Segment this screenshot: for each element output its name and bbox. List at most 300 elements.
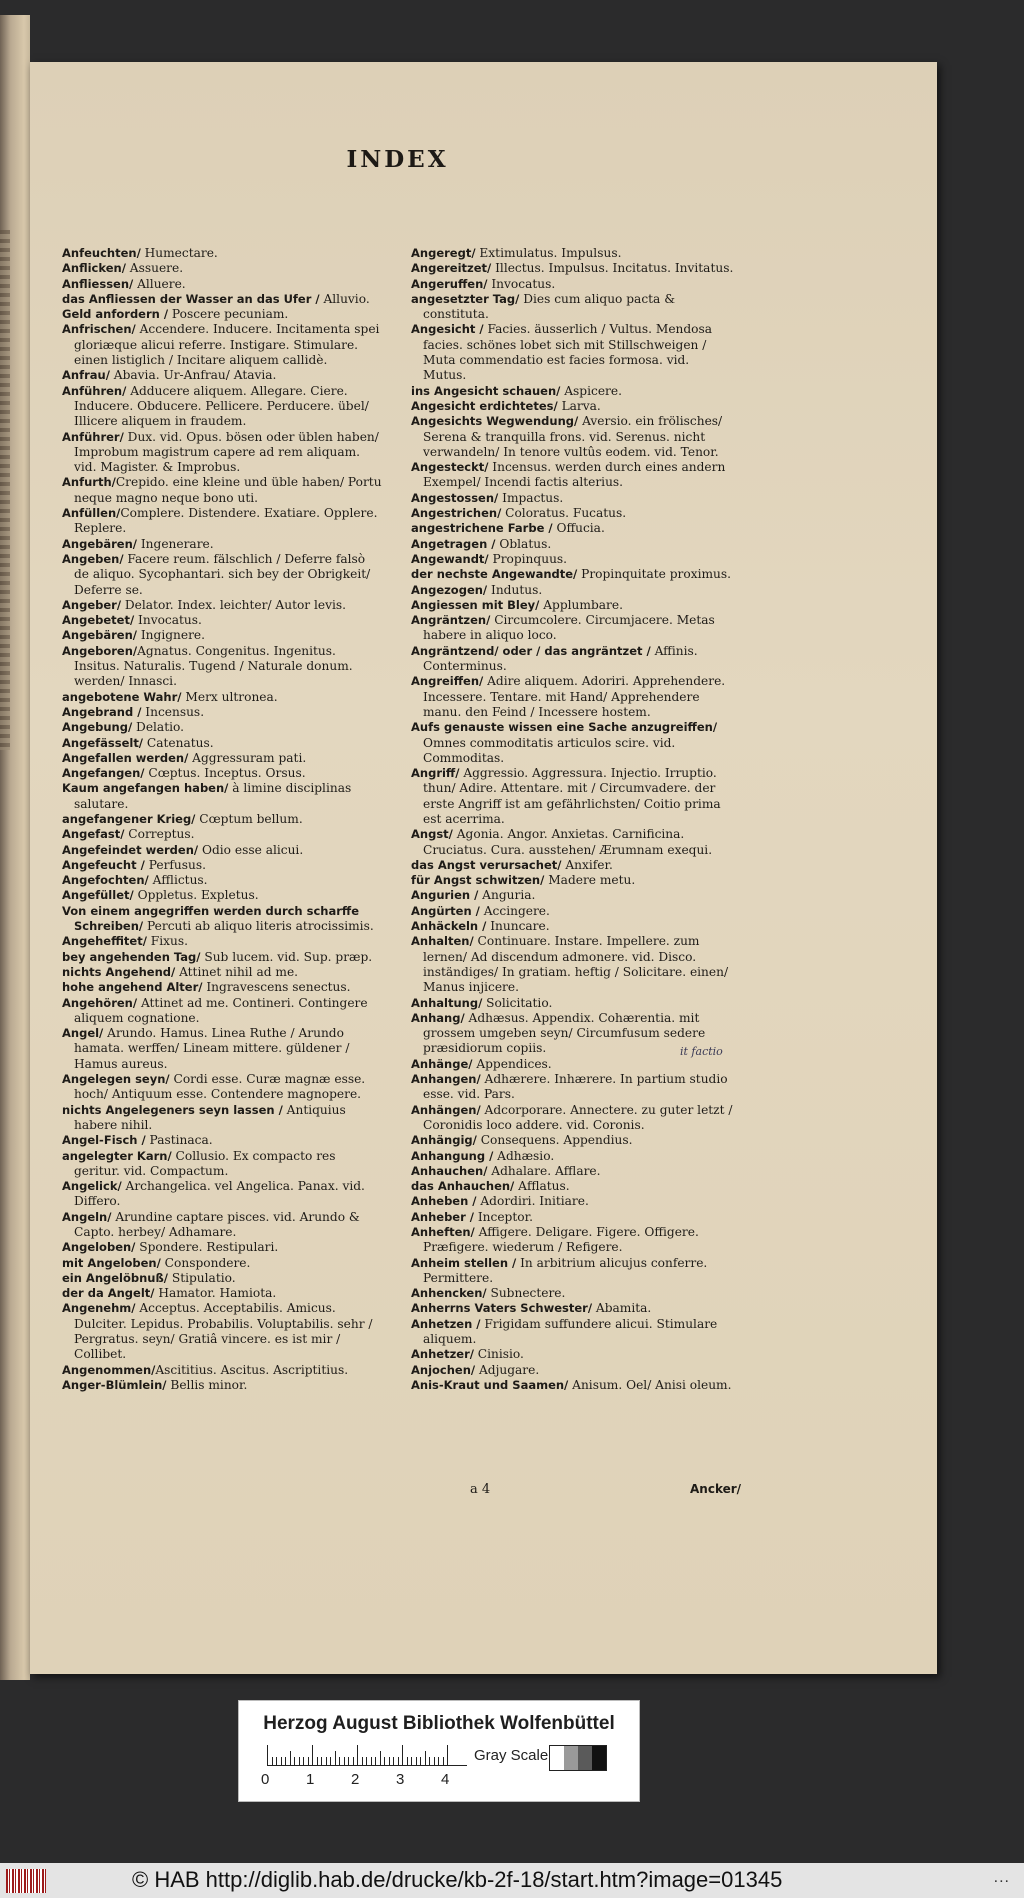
- entry-headword: Anhaltung/: [411, 995, 483, 1010]
- entry-headword: Angewandt/: [411, 551, 489, 566]
- index-entry: [62, 292, 382, 307]
- ruler-tick: [312, 1745, 313, 1765]
- index-entry: [62, 751, 382, 766]
- index-entry: [411, 1347, 734, 1362]
- entry-definition: Humectare.: [140, 246, 218, 260]
- entry-headword: Von einem angegriffen werden durch scharffe Schreiben/: [62, 903, 360, 934]
- entry-headword: Angiessen mit Bley/: [411, 597, 540, 612]
- index-entry: [62, 368, 382, 383]
- entry-headword: Anhalten/: [411, 934, 474, 949]
- index-entry: [411, 1149, 734, 1164]
- ruler-tick: [438, 1757, 439, 1765]
- entry-headword: Angenehm/: [62, 1301, 136, 1316]
- entry-definition: Percuti ab aliquo literis atrocissimis.: [143, 919, 374, 934]
- entry-headword: Anhauchen/: [411, 1163, 488, 1178]
- entry-definition: Applumbare.: [539, 597, 623, 612]
- entry-definition: Cinisio.: [473, 1347, 524, 1362]
- index-entry: [411, 1210, 734, 1225]
- index-entry: [411, 720, 734, 766]
- entry-definition: Impactus.: [498, 490, 564, 505]
- ruler-tick: [407, 1757, 408, 1765]
- ruler-tick: [393, 1757, 394, 1765]
- ruler-tick: [380, 1751, 381, 1765]
- entry-definition: Ascititius. Ascitus. Ascriptitius.: [155, 1362, 349, 1377]
- ruler-tick: [357, 1745, 358, 1765]
- index-entry: [62, 1256, 382, 1271]
- index-entry: [62, 904, 382, 935]
- entry-definition: Invocatus.: [487, 276, 556, 291]
- index-entry: [411, 537, 734, 552]
- page-edges: [0, 230, 10, 750]
- entry-definition: Adhæsio.: [493, 1148, 555, 1163]
- index-entry: [62, 1133, 382, 1148]
- index-entry: [411, 1286, 734, 1301]
- entry-definition: Cœptum bellum.: [195, 811, 303, 826]
- index-entry: [62, 1210, 382, 1241]
- index-entry: [62, 322, 382, 368]
- entry-definition: Adhærere. Inhærere. In partium studio esse. vid. Pars.: [423, 1072, 728, 1102]
- ruler-number: 1: [306, 1771, 315, 1788]
- entry-definition: Madere metu.: [544, 873, 636, 888]
- entry-definition: Spondere. Restipulari.: [135, 1240, 279, 1255]
- entry-definition: Ingravescens senectus.: [202, 980, 351, 995]
- index-entry: [411, 1301, 734, 1316]
- ruler-tick: [429, 1757, 430, 1765]
- entry-headword: Anfüllen/: [62, 506, 121, 521]
- ruler-tick: [411, 1757, 412, 1765]
- entry-headword: Angebrand /: [62, 704, 142, 719]
- index-entry: [411, 583, 734, 598]
- entry-headword: hohe angehend Alter/: [62, 980, 203, 995]
- entry-definition: Archangelica. vel Angelica. Panax. vid. Differo.: [74, 1179, 365, 1209]
- handwritten-note: it factio: [680, 1045, 723, 1058]
- entry-definition: Agnatus. Congenitus. Ingenitus. Insitus. Naturalis. Tugend / Naturale donum. werden/ Innasci.: [74, 643, 353, 689]
- index-entry: [62, 1378, 382, 1393]
- entry-headword: ein Angelöbnuß/: [62, 1270, 168, 1285]
- entry-definition: Extimulatus. Impulsus.: [475, 246, 622, 260]
- entry-definition: Aggressio. Aggressura. Injectio. Irruptio. thun/ Adire. Attentare. mit / Circumvadere. der erste Angriff ist am gefährlichsten/ Coitio prima est acerrima.: [423, 766, 721, 826]
- index-entry: [62, 1103, 382, 1134]
- entry-headword: Angeboren/: [62, 643, 138, 658]
- entry-definition: Incensus.: [141, 704, 205, 719]
- entry-definition: Accingere.: [479, 903, 550, 918]
- entry-definition: Adcorporare. Annectere. zu guter letzt / Coronidis loco addere. vid. Coronis.: [423, 1102, 733, 1132]
- entry-headword: Angereitzet/: [411, 261, 492, 276]
- entry-definition: à limine disciplinas salutare.: [74, 781, 352, 811]
- index-entry: [62, 1286, 382, 1301]
- entry-headword: Angestossen/: [411, 490, 499, 505]
- index-entry: [411, 1225, 734, 1256]
- ruler-tick: [321, 1757, 322, 1765]
- index-entry: [62, 1072, 382, 1103]
- ruler-tick: [339, 1757, 340, 1765]
- index-entry: [62, 613, 382, 628]
- ruler-tick: [281, 1757, 282, 1765]
- entry-definition: Sub lucem. vid. Sup. præp.: [200, 949, 373, 964]
- index-entry: [62, 934, 382, 949]
- ruler-tick: [299, 1757, 300, 1765]
- entry-headword: Anhencken/: [411, 1286, 487, 1301]
- ruler-tick: [285, 1757, 286, 1765]
- ruler-tick: [366, 1757, 367, 1765]
- entry-headword: Angetragen /: [411, 536, 496, 551]
- entry-definition: Hamator. Hamiota.: [154, 1286, 277, 1301]
- entry-headword: Geld anfordern /: [62, 307, 169, 322]
- index-entry: [411, 919, 734, 934]
- entry-definition: Abamita.: [592, 1301, 652, 1316]
- entry-headword: Angebären/: [62, 536, 137, 551]
- footer-url-text[interactable]: © HAB http://diglib.hab.de/drucke/kb-2f-18/start.htm?image=01345: [132, 1867, 783, 1892]
- index-entry: [62, 644, 382, 690]
- entry-headword: Angelick/: [62, 1179, 122, 1194]
- index-entry: [411, 1057, 734, 1072]
- entry-definition: Cordi esse. Curæ magnæ esse. hoch/ Antiquum esse. Contendere magnopere.: [74, 1072, 366, 1102]
- index-entry: [62, 996, 382, 1027]
- entry-headword: Anjochen/: [411, 1362, 476, 1377]
- ruler-tick: [402, 1745, 403, 1765]
- index-entry: [411, 827, 734, 858]
- entry-definition: Anxifer.: [561, 857, 613, 872]
- ruler-tick: [353, 1757, 354, 1765]
- index-entry: [411, 261, 734, 276]
- entry-definition: Arundine captare pisces. vid. Arundo & Capto. herbey/ Adhamare.: [74, 1209, 360, 1239]
- index-entry: [62, 307, 382, 322]
- index-entry: [62, 1179, 382, 1210]
- index-entry: [62, 552, 382, 598]
- hab-logo-icon: [6, 1869, 46, 1893]
- entry-definition: Illectus. Impulsus. Incitatus. Invitatus.: [491, 261, 734, 276]
- index-entry: [411, 246, 734, 261]
- entry-headword: Anfeuchten/: [62, 246, 141, 260]
- ruler-tick: [420, 1757, 421, 1765]
- index-entry: [62, 1026, 382, 1072]
- entry-definition: Conspondere.: [160, 1255, 251, 1270]
- entry-headword: Anheften/: [411, 1225, 475, 1239]
- entry-definition: Attinet ad me. Contineri. Contingere aliquem cognatione.: [74, 995, 368, 1025]
- index-entry: [411, 384, 734, 399]
- ruler-tick: [434, 1757, 435, 1765]
- entry-headword: Kaum angefangen haben/: [62, 781, 229, 796]
- entry-definition: Assuere.: [125, 261, 184, 276]
- entry-headword: angebotene Wahr/: [62, 689, 182, 704]
- index-entry: [411, 904, 734, 919]
- entry-headword: Anger-Blümlein/: [62, 1377, 167, 1392]
- ruler-number: 2: [351, 1771, 360, 1788]
- ruler-tick: [443, 1757, 444, 1765]
- entry-definition: Larva.: [557, 398, 601, 413]
- entry-headword: Anhangung /: [411, 1148, 494, 1163]
- index-entry: [62, 843, 382, 858]
- index-entry: [411, 674, 734, 720]
- entry-headword: Angürten /: [411, 903, 480, 918]
- ruler-tick: [317, 1757, 318, 1765]
- entry-headword: angestrichene Farbe /: [411, 521, 553, 536]
- entry-headword: angesetzter Tag/: [411, 291, 520, 306]
- gray-scale-swatches: [549, 1745, 607, 1771]
- index-entry: [411, 1363, 734, 1378]
- index-entry: [62, 827, 382, 842]
- entry-headword: Angenommen/: [62, 1362, 156, 1377]
- index-entry: [62, 690, 382, 705]
- entry-headword: Angreiffen/: [411, 674, 484, 689]
- catchword: Ancker/: [690, 1482, 742, 1496]
- entry-definition: Correptus.: [124, 827, 195, 842]
- entry-headword: Angeloben/: [62, 1240, 136, 1255]
- entry-headword: Angefast/: [62, 827, 125, 842]
- index-entry: [62, 720, 382, 735]
- entry-headword: der da Angelt/: [62, 1286, 155, 1301]
- ruler-tick: [267, 1745, 268, 1765]
- ruler-number: 3: [396, 1771, 405, 1788]
- ruler-tick: [375, 1757, 376, 1765]
- entry-headword: Angebung/: [62, 720, 133, 735]
- entry-definition: Inuncare.: [486, 919, 550, 934]
- entry-headword: bey angehenden Tag/: [62, 949, 201, 964]
- entry-headword: Angehören/: [62, 995, 138, 1010]
- entry-definition: Anguria.: [478, 888, 536, 903]
- entry-definition: Affigere. Deligare. Figere. Offigere. Præfigere. wiederum / Refigere.: [423, 1225, 699, 1255]
- index-column-left: [62, 246, 382, 1393]
- entry-definition: Aversio. ein frölisches/ Serena & tranquilla frons. vid. Serenus. nicht verwandeln/ In tenore vultûs eodem. vid. Tenor.: [423, 414, 723, 459]
- index-column-right: [411, 246, 734, 1393]
- index-entry: [411, 934, 734, 995]
- ruler-tick: [389, 1757, 390, 1765]
- index-entry: [62, 384, 382, 430]
- gray-swatch: [550, 1746, 564, 1770]
- entry-headword: Angesichts Wegwendung/: [411, 414, 579, 429]
- entry-definition: Antiquius habere nihil.: [74, 1102, 346, 1132]
- ruler-number: 4: [441, 1771, 450, 1788]
- entry-headword: Anheben /: [411, 1194, 477, 1209]
- entry-headword: Anhang/: [411, 1010, 465, 1025]
- entry-headword: mit Angeloben/: [62, 1255, 161, 1270]
- entry-definition: Adjugare.: [475, 1362, 540, 1377]
- entry-definition: Oblatus.: [495, 536, 552, 551]
- scale-ruler: [267, 1743, 467, 1766]
- entry-headword: Anfrau/: [62, 368, 110, 383]
- entry-definition: Bellis minor.: [166, 1377, 248, 1392]
- ruler-tick: [447, 1745, 448, 1765]
- entry-definition: Adducere aliquem. Allegare. Ciere. Inducere. Obducere. Pellicere. Perducere. übel/ Illicere aliquem in fraudem.: [74, 383, 369, 429]
- entry-definition: Appendices.: [472, 1056, 552, 1071]
- index-entry: [62, 1240, 382, 1255]
- entry-headword: Angestrichen/: [411, 506, 502, 521]
- entry-definition: Facies. äusserlich / Vultus. Mendosa facies. schönes lobet sich mit Stillschweigen / Muta commendatio est facies formosa. vid. Mutus.: [423, 322, 713, 383]
- index-entry: [411, 1133, 734, 1148]
- index-entry: [62, 506, 382, 537]
- library-name: Herzog August Bibliothek Wolfenbüttel: [263, 1713, 615, 1734]
- entry-headword: Angesicht erdichtetes/: [411, 398, 558, 413]
- entry-headword: Anhängig/: [411, 1133, 477, 1148]
- entry-definition: Crepido. eine kleine und üble haben/ Portu neque magno neque bono uti.: [74, 475, 382, 505]
- entry-definition: Afflictus.: [148, 873, 208, 888]
- index-entry: [62, 1363, 382, 1378]
- ruler-tick: [416, 1757, 417, 1765]
- index-entry: [411, 1194, 734, 1209]
- entry-headword: angelegter Karn/: [62, 1148, 172, 1163]
- entry-definition: Acceptus. Acceptabilis. Amicus. Dulciter. Lepidus. Probabilis. Voluptabilis. sehr / Pergratus. seyn/ Gratiâ vincere. es ist mir / Collibet.: [74, 1301, 373, 1362]
- entry-definition: Consequens. Appendius.: [476, 1133, 633, 1148]
- entry-definition: Solicitatio.: [482, 995, 553, 1010]
- entry-definition: Merx ultronea.: [181, 689, 278, 704]
- entry-headword: das Anhauchen/: [411, 1179, 515, 1194]
- index-entry: [62, 628, 382, 643]
- entry-headword: Anhäckeln /: [411, 919, 487, 934]
- index-entry: [411, 567, 734, 582]
- ruler-tick: [425, 1751, 426, 1765]
- entry-definition: Poscere pecuniam.: [168, 307, 289, 322]
- entry-headword: Anhetzer/: [411, 1347, 474, 1362]
- index-entry: [62, 261, 382, 276]
- index-entry: [62, 277, 382, 292]
- index-entry: [62, 873, 382, 888]
- index-entry: [411, 1317, 734, 1348]
- entry-definition: Delatio.: [132, 720, 184, 735]
- entry-headword: Anfrischen/: [62, 322, 136, 337]
- entry-definition: In arbitrium alicujus conferre. Permittere.: [423, 1255, 708, 1285]
- entry-definition: Stipulatio.: [167, 1270, 236, 1285]
- entry-definition: Affinis. Conterminus.: [423, 643, 698, 674]
- entry-headword: Anheber /: [411, 1209, 474, 1224]
- ruler-tick: [344, 1757, 345, 1765]
- entry-definition: Adhæsus. Appendix. Cohærentia. mit grossem umgeben seyn/ Circumfusum sedere præsidiorum copiis.: [423, 1010, 706, 1056]
- entry-headword: Angel/: [62, 1026, 104, 1041]
- viewer-footer: [0, 1863, 1024, 1898]
- entry-definition: Delator. Index. leichter/ Autor levis.: [121, 597, 347, 612]
- entry-headword: Anhängen/: [411, 1102, 481, 1117]
- entry-headword: ins Angesicht schauen/: [411, 383, 561, 398]
- entry-headword: Anführen/: [62, 383, 127, 398]
- entry-headword: Anis-Kraut und Saamen/: [411, 1377, 569, 1392]
- entry-headword: Angeheffitet/: [62, 934, 147, 949]
- gray-scale-label: Gray Scale: [474, 1747, 549, 1764]
- entry-definition: Ingignere.: [136, 628, 205, 643]
- entry-headword: Anflicken/: [62, 261, 126, 276]
- entry-definition: Frigidam suffundere alicui. Stimulare aliquem.: [423, 1316, 718, 1347]
- entry-headword: Anhetzen /: [411, 1316, 481, 1331]
- entry-headword: Angeben/: [62, 551, 124, 566]
- index-entry: [411, 414, 734, 460]
- gray-swatch: [578, 1746, 592, 1770]
- entry-definition: Offucia.: [552, 521, 605, 536]
- ruler-numbers: [261, 1771, 461, 1791]
- index-entry: [411, 613, 734, 644]
- ruler-tick: [290, 1751, 291, 1765]
- entry-definition: Aggressuram pati.: [188, 750, 307, 765]
- index-entry: [62, 705, 382, 720]
- index-entry: [411, 1179, 734, 1194]
- entry-headword: Angesicht /: [411, 322, 484, 337]
- index-entry: [62, 965, 382, 980]
- entry-definition: Continuare. Instare. Impellere. zum lernen/ Ad discendum admonere. vid. Disco. inständiges/ In gratiam. heftig / Solicitare. einen/ Manus injicere.: [423, 934, 729, 995]
- entry-headword: das Angst verursachet/: [411, 857, 562, 872]
- index-entry: [62, 430, 382, 476]
- entry-headword: Anhänge/: [411, 1056, 473, 1071]
- entry-headword: Angezogen/: [411, 582, 488, 597]
- entry-definition: Adhalare. Afflare.: [487, 1163, 601, 1178]
- index-entry: [411, 552, 734, 567]
- index-entry: [62, 537, 382, 552]
- index-entry: [62, 858, 382, 873]
- entry-headword: Angeruffen/: [411, 276, 488, 291]
- index-entry: [62, 475, 382, 506]
- page-title: INDEX: [346, 146, 449, 173]
- index-entry: [62, 950, 382, 965]
- ruler-tick: [335, 1751, 336, 1765]
- entry-headword: Angefeindet werden/: [62, 842, 199, 857]
- index-entry: [411, 1378, 734, 1393]
- entry-definition: Omnes commoditatis articulos scire. vid. Commoditas.: [423, 735, 676, 765]
- signature-mark: a 4: [470, 1482, 491, 1497]
- index-entry: [62, 1149, 382, 1180]
- entry-headword: Angefeucht /: [62, 857, 145, 872]
- index-entry: [411, 598, 734, 613]
- ruler-tick: [371, 1757, 372, 1765]
- entry-headword: Angurien /: [411, 888, 479, 903]
- ruler-tick: [276, 1757, 277, 1765]
- index-entry: [411, 873, 734, 888]
- entry-definition: Attinet nihil ad me.: [175, 964, 299, 979]
- ruler-number: 0: [261, 1771, 270, 1788]
- entry-headword: Angebetet/: [62, 613, 135, 628]
- ruler-tick: [330, 1757, 331, 1765]
- entry-headword: Anfliessen/: [62, 276, 134, 291]
- entry-headword: Angriff/: [411, 766, 460, 781]
- more-menu-icon[interactable]: ...: [993, 1869, 1010, 1886]
- entry-definition: Invocatus.: [134, 613, 202, 628]
- entry-definition: Arundo. Hamus. Linea Ruthe / Arundo hamata. werffen/ Lineam mittere. güldener / Hamus aureus.: [74, 1026, 350, 1071]
- index-entry: [411, 1103, 734, 1134]
- ruler-tick: [294, 1757, 295, 1765]
- ruler-tick: [272, 1757, 273, 1765]
- index-entry: [62, 888, 382, 903]
- entry-headword: Anführer/: [62, 429, 124, 444]
- entry-headword: Anheim stellen /: [411, 1255, 517, 1270]
- entry-headword: für Angst schwitzen/: [411, 873, 545, 888]
- entry-definition: Dux. vid. Opus. bösen oder üblen haben/ Improbum magistrum capere ad rem aliquam. vid. Magister. & Improbus.: [74, 429, 379, 475]
- entry-definition: Cœptus. Inceptus. Orsus.: [144, 766, 306, 781]
- entry-definition: Alluvio.: [319, 291, 370, 306]
- index-entry: [411, 858, 734, 873]
- entry-definition: Accendere. Inducere. Incitamenta spei gloriæque alicui referre. Instigare. Stimulare. einen listiglich / Incitare aliquem callidè.: [74, 322, 380, 368]
- ruler-tick: [384, 1757, 385, 1765]
- entry-definition: Coloratus. Fucatus.: [501, 506, 627, 521]
- entry-definition: Afflatus.: [514, 1179, 570, 1194]
- index-entry: [62, 980, 382, 995]
- entry-headword: nichts Angelegeners seyn lassen /: [62, 1102, 283, 1117]
- entry-definition: Pastinaca.: [145, 1133, 213, 1148]
- entry-definition: Incensus. werden durch eines andern Exempel/ Incendi factis alterius.: [423, 460, 726, 490]
- gray-swatch: [592, 1746, 606, 1770]
- entry-definition: Agonia. Angor. Anxietas. Carnificina. Cruciatus. Cura. ausstehen/ Ærumnam exequi.: [423, 827, 713, 857]
- index-entry: [62, 781, 382, 812]
- ruler-tick: [362, 1757, 363, 1765]
- entry-headword: Angeregt/: [411, 246, 476, 260]
- entry-definition: Aspicere.: [560, 383, 622, 398]
- entry-definition: Propinquus.: [488, 551, 568, 566]
- index-entry: [62, 766, 382, 781]
- ruler-tick: [326, 1757, 327, 1765]
- entry-headword: Anherrns Vaters Schwester/: [411, 1301, 593, 1316]
- entry-definition: Catenatus.: [143, 735, 214, 750]
- ruler-tick: [398, 1757, 399, 1765]
- entry-headword: Angefangen/: [62, 766, 145, 781]
- entry-definition: Dies cum aliquo pacta & constituta.: [423, 291, 676, 322]
- entry-definition: Anisum. Oel/ Anisi oleum.: [568, 1377, 732, 1392]
- entry-headword: Angeln/: [62, 1209, 112, 1224]
- entry-headword: Angel-Fisch /: [62, 1133, 146, 1148]
- index-entry: [62, 1271, 382, 1286]
